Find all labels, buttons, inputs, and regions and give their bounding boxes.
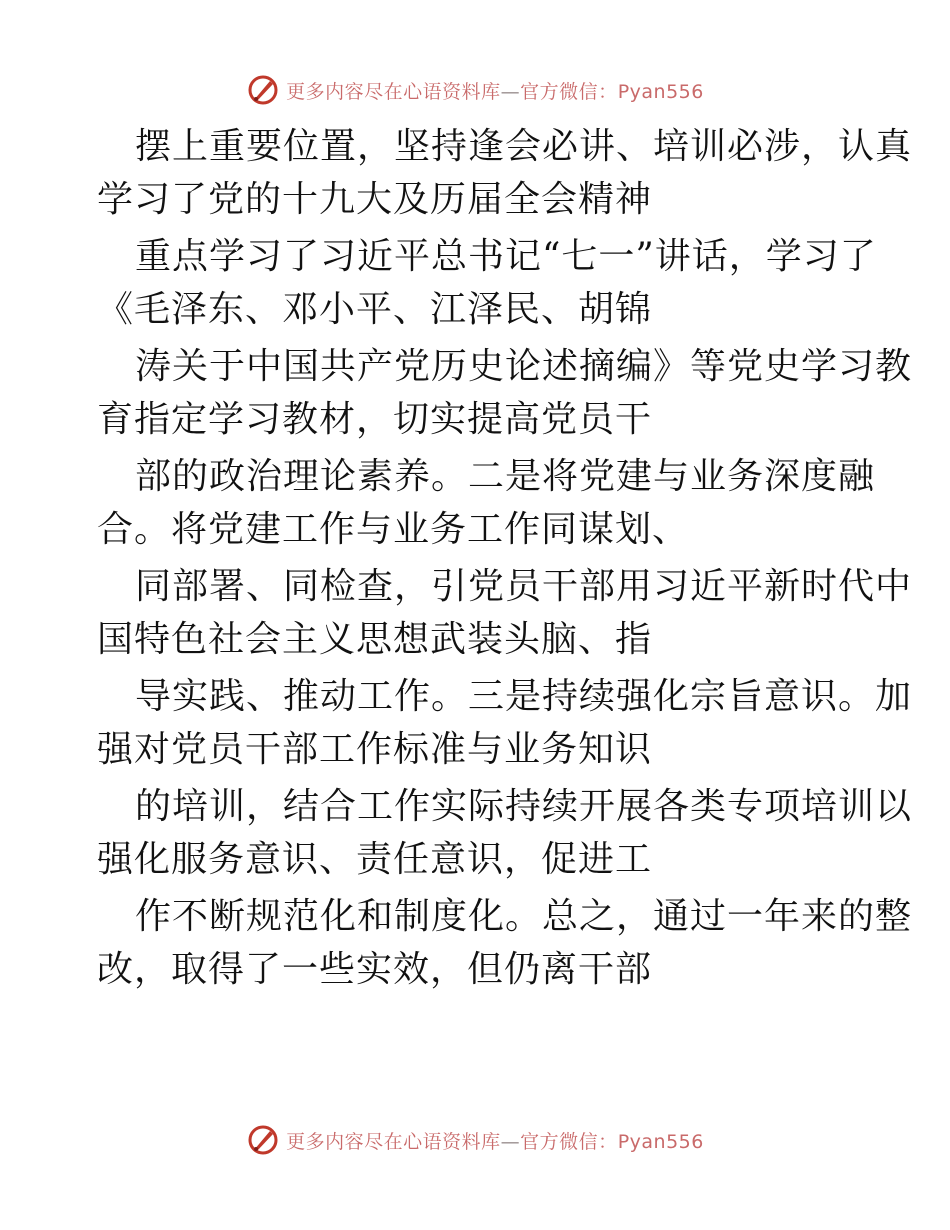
- quill-pen-circle-icon: [246, 1123, 280, 1157]
- paragraph-line: 育指定学习教材，切实提高党员干: [97, 399, 653, 440]
- paragraph-line: 作不断规范化和制度化。总之，通过一年来的整: [135, 896, 913, 937]
- paragraph-2: [97, 230, 877, 336]
- paragraph-line: 强对党员干部工作标准与业务知识: [97, 729, 653, 770]
- paragraph-line: 强化服务意识、责任意识，促进工: [97, 839, 653, 880]
- paragraph-line: 《毛泽东、邓小平、江泽民、胡锦: [97, 289, 653, 330]
- paragraph-line: 部的政治理论素养。二是将党建与业务深度融: [135, 456, 876, 497]
- paragraph-4: [97, 450, 876, 556]
- paragraph-line: 同部署、同检查，引党员干部用习近平新时代中: [135, 566, 913, 607]
- paragraph-line: 的培训，结合工作实际持续开展各类专项培训以: [135, 786, 913, 827]
- footer-banner-text: [286, 1127, 704, 1154]
- paragraph-line: 改，取得了一些实效，但仍离干部: [97, 949, 653, 990]
- paragraph-line: 摆上重要位置，坚持逢会必讲、培训必涉，认真: [135, 126, 913, 167]
- paragraph-line: 国特色社会主义思想武装头脑、指: [97, 619, 653, 660]
- header-banner-main: 更多内容尽在心语资料库: [286, 80, 501, 103]
- paragraph-line: 导实践、推动工作。三是持续强化宗旨意识。加: [135, 676, 913, 717]
- document-body: [97, 120, 913, 1000]
- footer-banner: [0, 1120, 950, 1160]
- header-banner: [0, 70, 950, 110]
- paragraph-1: [97, 120, 913, 226]
- footer-banner-id: Pyan556: [617, 1130, 704, 1153]
- header-banner-id: Pyan556: [617, 80, 704, 103]
- header-banner-text: [286, 77, 704, 104]
- paragraph-8: [97, 890, 913, 996]
- paragraph-line: 涛关于中国共产党历史论述摘编》等党史学习教: [135, 346, 913, 387]
- paragraph-6: [97, 670, 913, 776]
- paragraph-7: [97, 780, 913, 886]
- header-banner-sub: 官方微信：: [520, 80, 618, 103]
- paragraph-3: [97, 340, 913, 446]
- footer-banner-sub: 官方微信：: [520, 1130, 618, 1153]
- paragraph-line: 合。将党建工作与业务工作同谋划、: [97, 509, 690, 550]
- header-banner-separator: —: [500, 80, 521, 103]
- paragraph-line: 重点学习了习近平总书记“七一”讲话，学习了: [135, 236, 877, 277]
- paragraph-line: 学习了党的十九大及历届全会精神: [97, 179, 653, 220]
- quill-pen-circle-icon: [246, 73, 280, 107]
- footer-banner-main: 更多内容尽在心语资料库: [286, 1130, 501, 1153]
- paragraph-5: [97, 560, 913, 666]
- footer-banner-separator: —: [500, 1130, 521, 1153]
